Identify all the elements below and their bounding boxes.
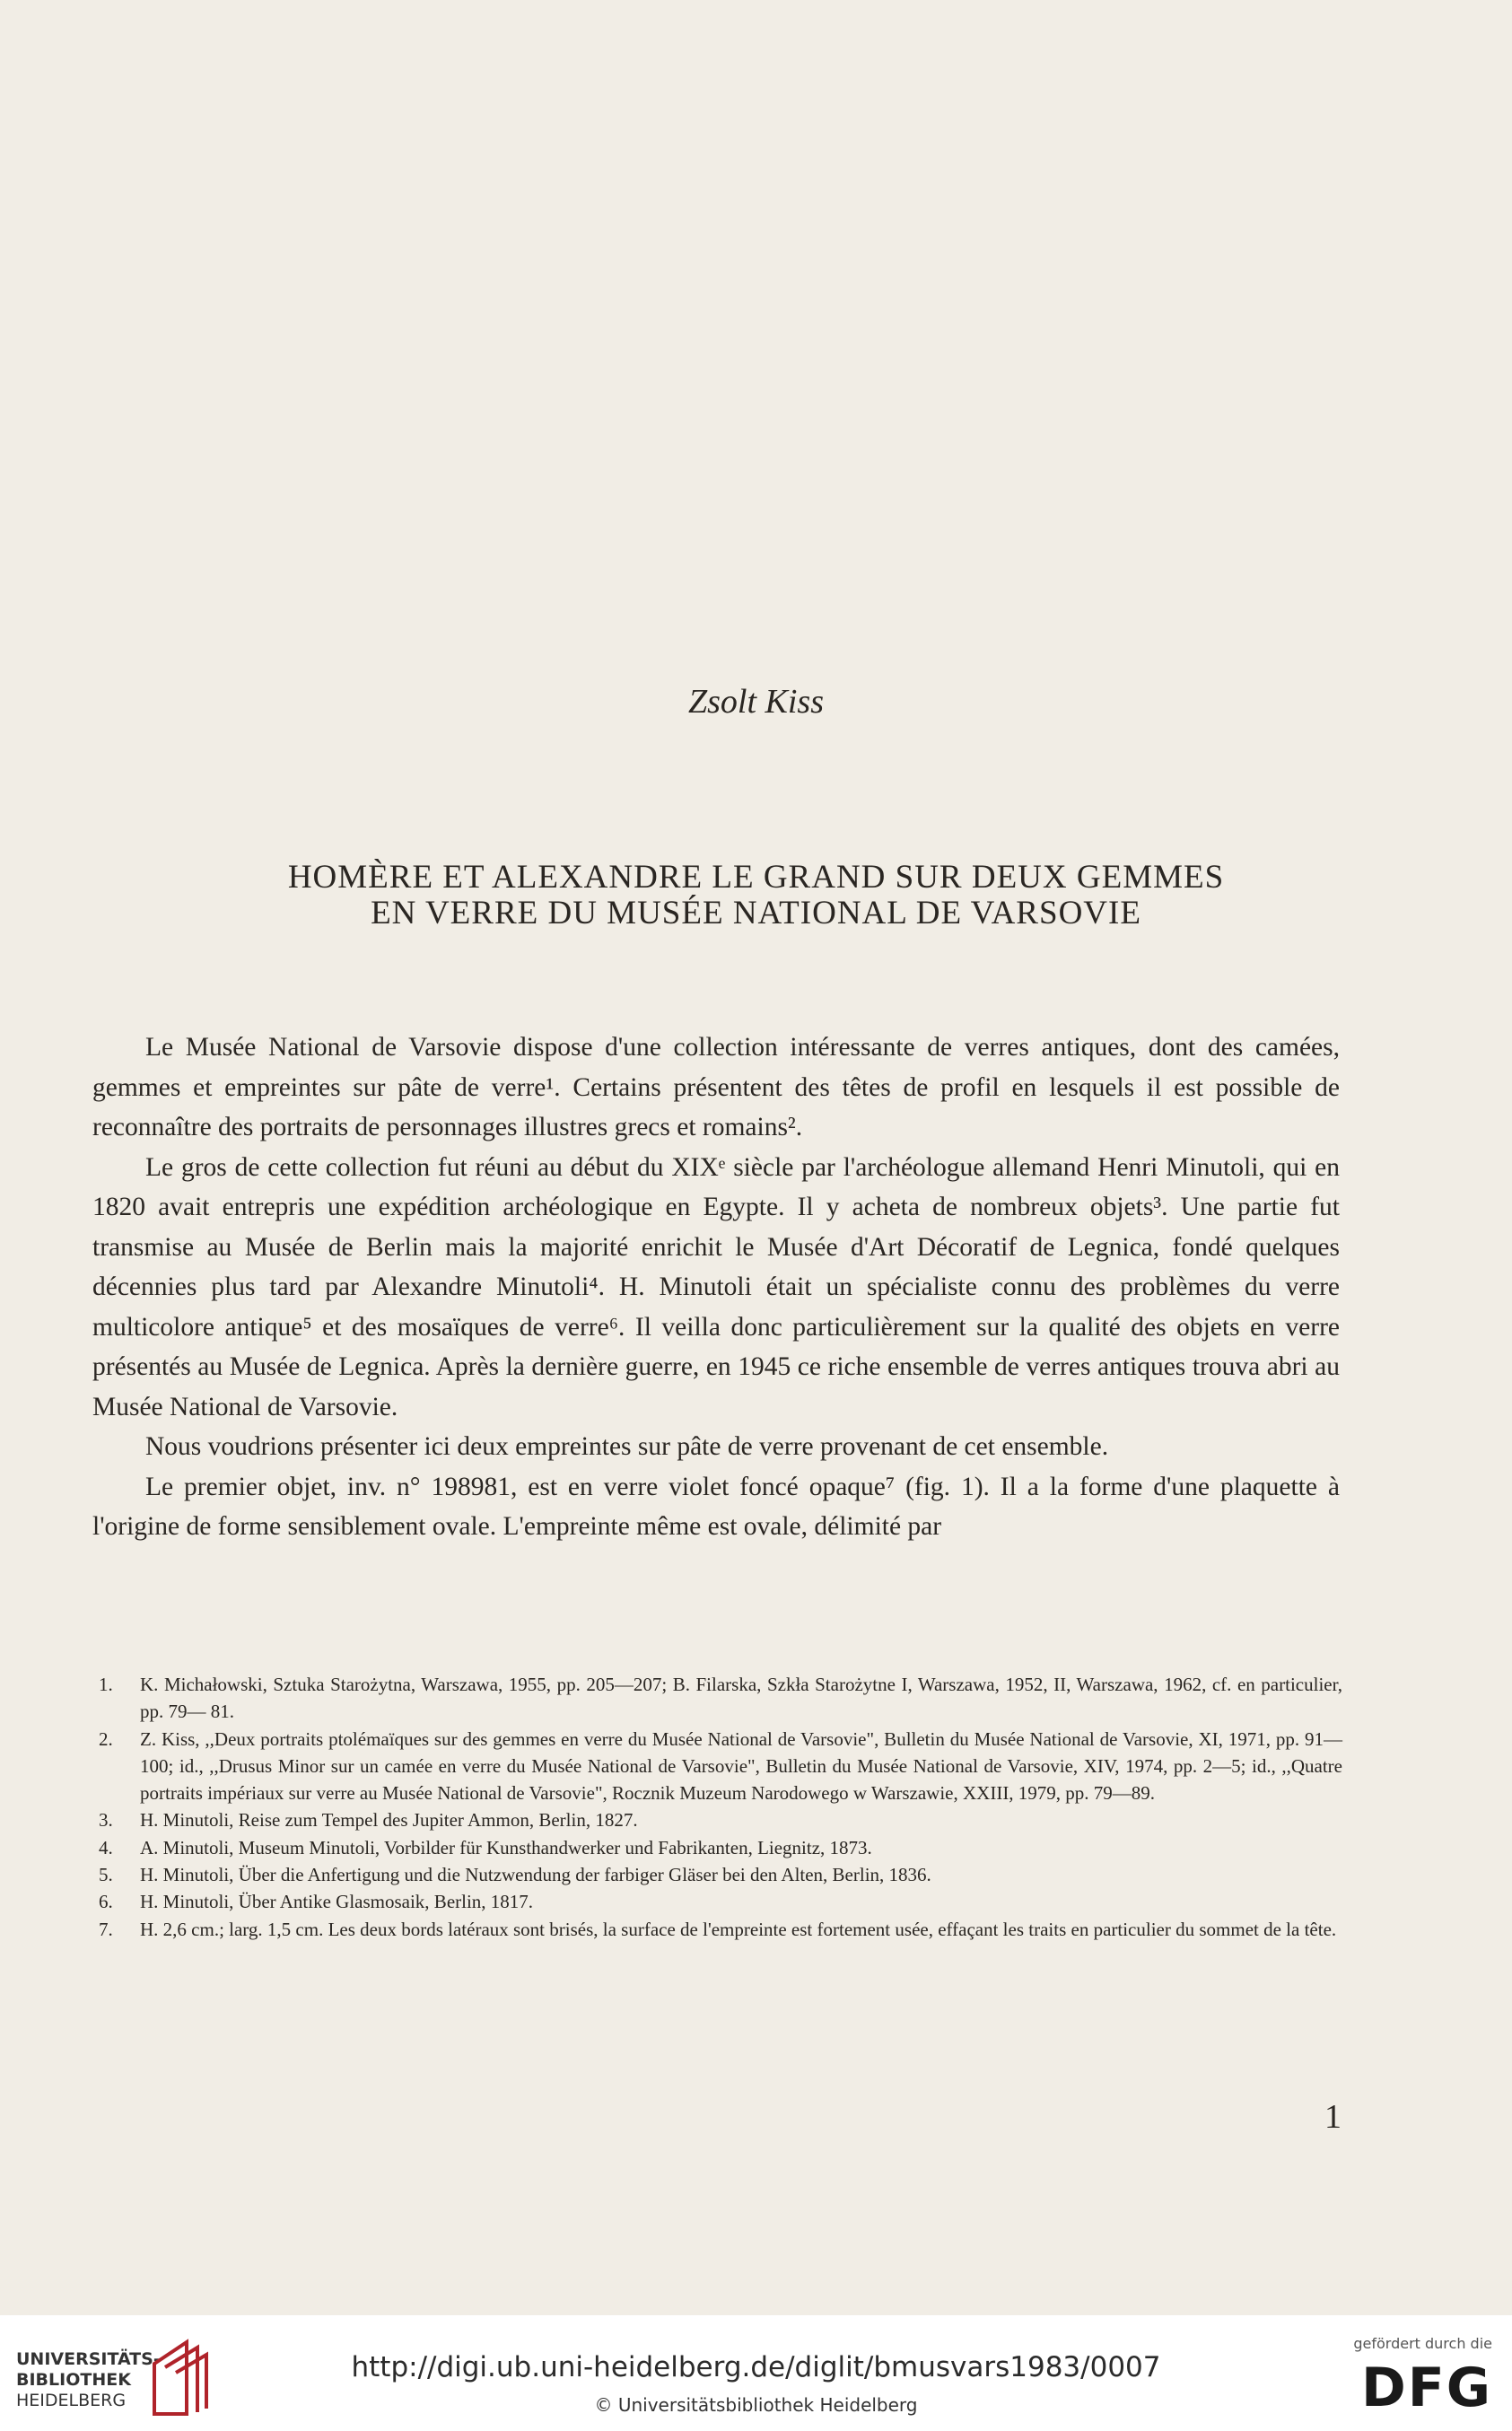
footnote-number: 4. — [99, 1836, 113, 1858]
footnote — [99, 1806, 1342, 1833]
body-paragraph: Nous voudrions présenter ici deux empreintes sur pâte de verre provenant de cet ensemble. — [145, 1432, 1109, 1461]
footnote-number: 3. — [99, 1809, 113, 1832]
footnote-number: 7. — [99, 1918, 113, 1940]
footnote-text: Z. Kiss, ,,Deux portraits ptolémaïques sur des gemmes en verre du Musée National de Varsovie", Bulletin du Musée National de Varsovie, XI, 1971, pp. 91—100; id., ,,Drusus Minor sur un camée en verre du Musée National de Varsovie", Bulletin du Musée National de Varsovie, XIV, 1974, pp. 2—5; id., ,,Quatre portraits impériaux sur verre au Musée National de Varsovie", Rocznik Muzeum Narodowego w Warszawie, XXIII, 1979, pp. 79—89. — [140, 1727, 1342, 1805]
footnote-text: H. Minutoli, Reise zum Tempel des Jupiter Ammon, Berlin, 1827. — [140, 1809, 638, 1832]
footnote-text: A. Minutoli, Museum Minutoli, Vorbilder für Kunsthandwerker und Fabrikanten, Liegnitz, 1873. — [140, 1836, 872, 1858]
footnote — [99, 1726, 1342, 1807]
funding-note: gefördert durch die — [1353, 2335, 1492, 2352]
footnote — [99, 1916, 1342, 1943]
digitization-footer — [0, 2315, 1512, 2431]
footnote — [99, 1861, 1342, 1888]
footnote-text: H. Minutoli, Über die Anfertigung und die Nutzwendung der farbiger Gläser bei den Alten, Berlin, 1836. — [140, 1864, 931, 1886]
body-paragraph: Le premier objet, inv. n° 198981, est en verre violet foncé opaque⁷ (fig. 1). Il a la forme d'une plaquette à l'origine de forme sensiblement ovale. L'empreinte même est ovale, délimité par — [92, 1472, 1340, 1541]
library-line: BIBLIOTHEK — [16, 2370, 131, 2390]
footnote-text: H. 2,6 cm.; larg. 1,5 cm. Les deux bords latéraux sont brisés, la surface de l'empreinte est fortement usée, effaçant les traits en particulier du sommet de la tête. — [140, 1918, 1337, 1940]
body-paragraph: Le gros de cette collection fut réuni au début du XIXᵉ siècle par l'archéologue allemand Henri Minutoli, qui en 1820 avait entrepris une expédition archéologique en Egypte. Il y acheta de nombreux objets³. Une partie fut transmise au Musée de Berlin mais la majorité enrichit le Musée d'Art Décoratif de Legnica, fondé quelques décennies plus tard par Alexandre Minutoli⁴. H. Minutoli était un spécialiste connu des problèmes du verre multicolore antique⁵ et des mosaïques de verre⁶. Il veilla donc particulièrement sur la qualité des objets en verre présentés au Musée de Legnica. Après la dernière guerre, en 1945 ce riche ensemble de verres antiques trouva abri au Musée National de Varsovie. — [92, 1152, 1340, 1421]
page-number: 1 — [1324, 2098, 1342, 2136]
footnote-number: 5. — [99, 1864, 113, 1886]
footnote — [99, 1888, 1342, 1915]
footnote-number: 2. — [99, 1727, 113, 1750]
footnote-number: 1. — [99, 1674, 113, 1695]
library-line: UNIVERSITÄTS- — [16, 2349, 161, 2369]
title-line: EN VERRE DU MUSÉE NATIONAL DE VARSOVIE — [371, 895, 1141, 931]
article-title — [90, 860, 1422, 931]
dfg-logo[interactable]: DFG — [1360, 2357, 1492, 2419]
footnote — [99, 1671, 1342, 1726]
title-line: HOMÈRE ET ALEXANDRE LE GRAND SUR DEUX GEMMES — [287, 859, 1225, 896]
footnote-text: K. Michałowski, Sztuka Starożytna, Warszawa, 1955, pp. 205—207; B. Filarska, Szkła Starożytne I, Warszawa, 1952, II, Warszawa, 1962, cf. en particulier, pp. 79— 81. — [140, 1674, 1342, 1723]
copyright-notice: © Universitätsbibliothek Heidelberg — [594, 2394, 918, 2416]
footnotes — [99, 1671, 1342, 1943]
body-paragraph: Le Musée National de Varsovie dispose d'une collection intéressante de verres antiques, dont des camées, gemmes et empreintes sur pâte de verre¹. Certains présentent des têtes de profil en lesquels il est possible de reconnaître des portraits de personnages illustres grecs et romains². — [92, 1033, 1340, 1141]
source-url-link[interactable]: http://digi.ub.uni-heidelberg.de/diglit/bmusvars1983/0007 — [351, 2351, 1161, 2383]
footnote-text: H. Minutoli, Über Antike Glasmosaik, Berlin, 1817. — [140, 1891, 534, 1913]
library-line: HEIDELBERG — [16, 2391, 127, 2410]
footnote-number: 6. — [99, 1891, 113, 1913]
article-body — [92, 1027, 1340, 1547]
author-name: Zsolt Kiss — [687, 683, 825, 721]
footnote — [99, 1834, 1342, 1861]
